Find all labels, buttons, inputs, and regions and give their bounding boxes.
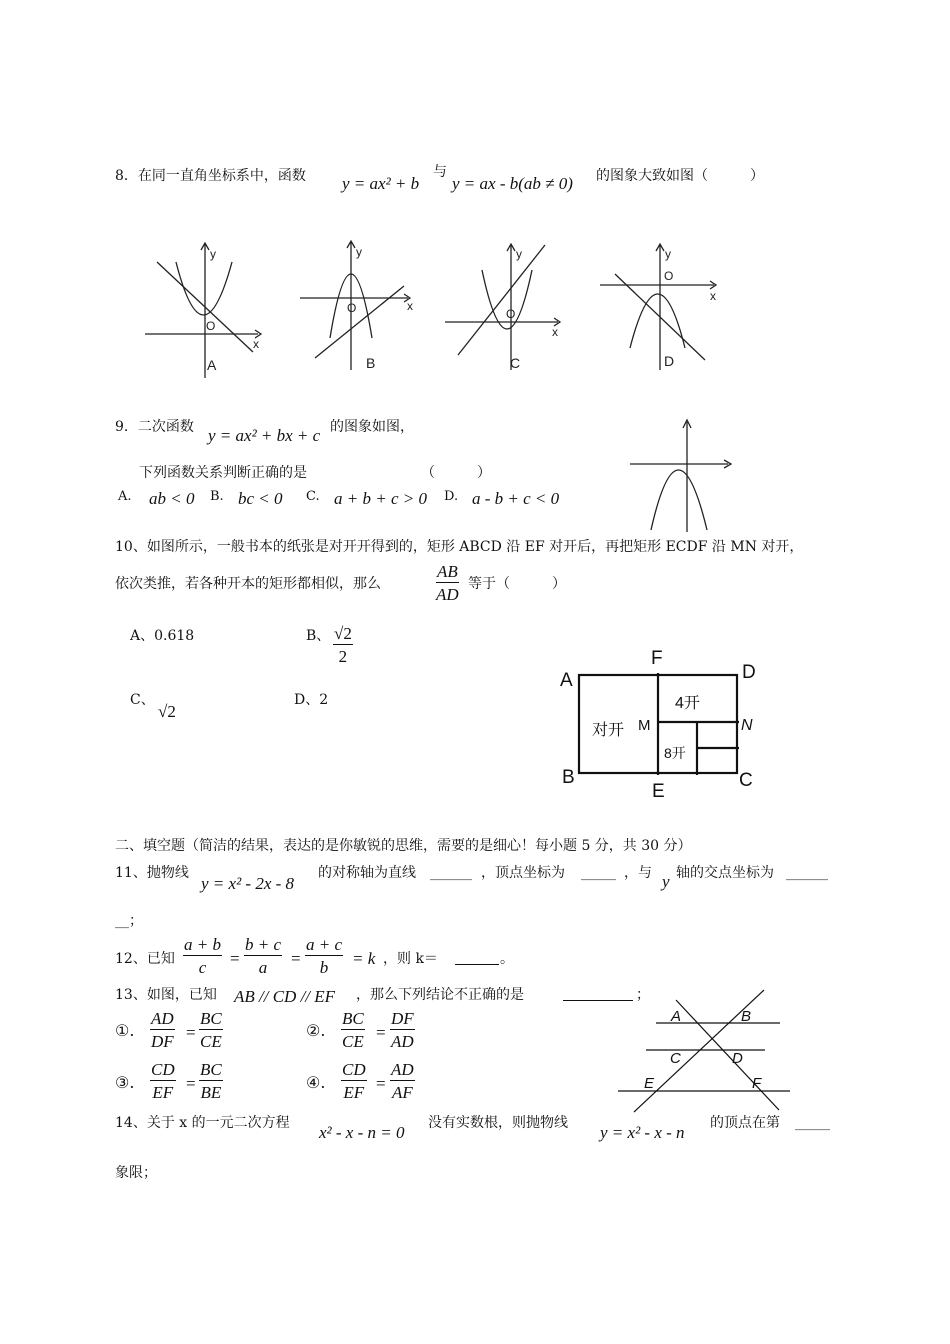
q13-option-2-left-den: CE <box>342 1032 364 1051</box>
q13-end: ； <box>636 987 650 1003</box>
q10-line2-prefix: 依次类推，若各种开本的矩形都相似，那么 <box>115 576 381 592</box>
q13-option-2-left-num: BC <box>342 1009 364 1028</box>
q13-option-3-equals: = <box>186 1074 196 1093</box>
q10-figure-label-a: A <box>560 670 573 691</box>
q12-fraction-1-denominator: c <box>198 958 207 977</box>
q10-figure-quarter-label: 4开 <box>675 695 700 712</box>
q14-line-2: 象限； <box>115 1165 157 1181</box>
q10-figure-label-e: E <box>652 781 665 802</box>
q13-option-2-equals: = <box>376 1023 386 1042</box>
q8-graph-d-y-label: y <box>665 247 671 261</box>
q8-graph-d-label: D <box>664 353 675 369</box>
q8-graph-c-x-label: x <box>552 325 558 339</box>
q10-figure-label-d: D <box>742 662 756 683</box>
q13-option-4-equals: = <box>376 1074 386 1093</box>
q10-figure-label-f: F <box>651 648 663 669</box>
q13-parallel-statement: AB // CD // EF <box>234 987 336 1006</box>
q9-option-c: a + b + c > 0 <box>334 489 427 508</box>
q13-option-4-left-num: CD <box>342 1060 366 1079</box>
q11-prefix: 11、抛物线 <box>115 865 189 881</box>
q9-option-d: a - b + c < 0 <box>472 489 560 508</box>
q10-figure-label-n: N <box>741 717 753 734</box>
q9-question: 下列函数关系判断正确的是 <box>139 465 307 481</box>
q14-mid: 没有实数根，则抛物线 <box>428 1115 568 1131</box>
q10-option-c: √2 <box>158 702 176 721</box>
q9-option-a: ab < 0 <box>149 489 195 508</box>
q8-graph-c-origin: O <box>506 307 516 321</box>
q12-equals-1: = <box>230 949 240 968</box>
q13-option-2-label: ②. <box>306 1021 326 1040</box>
q8-function-1: y = ax² + b <box>342 174 420 193</box>
q13-option-1-equals: = <box>186 1023 196 1042</box>
q10-option-b-label: B、 <box>306 628 331 644</box>
q13-option-3-label: ③. <box>115 1073 135 1092</box>
q13-suffix: ，那么下列结论不正确的是 <box>356 987 524 1003</box>
q8-graph-c-label: C <box>510 355 521 371</box>
q8-connector: 与 <box>433 164 447 180</box>
q10-line1: 10、如图所示，一般书本的纸张是对开开得到的，矩形 ABCD 沿 EF 对开后，再把矩形 ECDF 沿 MN 对开， <box>115 539 804 555</box>
q14-blank: _____ <box>795 1115 830 1131</box>
q13-option-4-left-den: EF <box>343 1083 365 1102</box>
q8-function-2: y = ax - b(ab ≠ 0) <box>452 174 573 193</box>
q8-graph-b-label: B <box>366 355 376 371</box>
q12-fraction-1-numerator: a + b <box>184 935 221 954</box>
q8-prefix: 8．在同一直角坐标系中，函数 <box>115 168 306 184</box>
q13-figure-label-c: C <box>670 1050 681 1067</box>
q13-option-1-label: ①. <box>115 1021 135 1040</box>
q11-line-2: __； <box>115 913 143 929</box>
q10-figure-label-b: B <box>562 767 575 788</box>
q8-graph-b-y-label: y <box>356 245 362 259</box>
q9-prefix: 9．二次函数 <box>115 419 194 435</box>
q11-blank-3: ______ <box>786 865 828 881</box>
q10-figure-eighth-label: 8开 <box>664 745 686 761</box>
q8-graph-a-label: A <box>207 357 217 373</box>
q8-graph-b-x-label: x <box>407 299 413 313</box>
q10-option-c-label: C、 <box>130 692 155 708</box>
q10-option-d: D、2 <box>294 692 329 708</box>
q10-option-b-numerator: √2 <box>334 624 352 643</box>
q10-figure-label-m: M <box>638 717 651 734</box>
q9-option-b: bc < 0 <box>238 489 283 508</box>
q13-figure-label-d: D <box>732 1050 743 1067</box>
q13-option-2-right-num: DF <box>391 1009 414 1028</box>
q13-option-3-right-den: BE <box>200 1083 222 1102</box>
q14-suffix: 的顶点在第 <box>710 1115 780 1131</box>
q8-graph-c-y-label: y <box>516 247 522 261</box>
q14-function: y = x² - x - n <box>600 1123 685 1142</box>
q10-ratio-numerator: AB <box>437 562 458 581</box>
q10-figure-half-label: 对开 <box>592 722 625 739</box>
q8-graph-b-origin: O <box>347 301 357 315</box>
q11-variable-y: y <box>662 872 670 891</box>
q11-blank-2: _____ <box>581 865 616 881</box>
q9-option-a-label: A. <box>118 489 132 504</box>
q11-blank-1: ______ <box>430 865 472 881</box>
q14-equation: x² - x - n = 0 <box>319 1123 405 1142</box>
q13-option-1-left-den: DF <box>151 1032 174 1051</box>
section-2-heading: 二、填空题（简洁的结果，表达的是你敏锐的思维，需要的是细心！每小题 5 分，共 30 分） <box>115 838 692 854</box>
q11-function: y = x² - 2x - 8 <box>201 874 295 893</box>
q11-mid-2: ，顶点坐标为 <box>481 865 565 881</box>
q10-ratio-denominator: AD <box>436 585 459 604</box>
q13-option-4-right-num: AD <box>391 1060 414 1079</box>
q12-fraction-2-denominator: a <box>258 958 268 977</box>
q11-mid-1: 的对称轴为直线 <box>318 865 416 881</box>
q13-option-4-right-den: AF <box>391 1083 413 1102</box>
q12-prefix: 12、已知 <box>115 951 175 967</box>
q13-figure-label-f: F <box>752 1075 762 1092</box>
q9-option-c-label: C. <box>306 489 320 504</box>
q10-option-a: A、0.618 <box>130 628 195 644</box>
q8-graph-a-y-label: y <box>210 247 216 261</box>
q12-suffix: ，则 k＝ <box>383 951 438 967</box>
q12-end: 。 <box>500 951 514 967</box>
q12-fraction-2-numerator: b + c <box>245 935 282 954</box>
q12-tail: = k <box>352 949 376 968</box>
q13-option-1-right-num: BC <box>200 1009 222 1028</box>
q12-fraction-3-numerator: a + c <box>306 935 343 954</box>
q9-option-b-label: B. <box>210 489 224 504</box>
q13-option-3-right-num: BC <box>200 1060 222 1079</box>
q11-mid-4: 轴的交点坐标为 <box>676 865 774 881</box>
q8-graph-a-x-label: x <box>253 337 259 351</box>
q13-option-2-right-den: AD <box>391 1032 414 1051</box>
q13-figure-label-e: E <box>644 1075 655 1092</box>
q13-option-3-left-den: EF <box>152 1083 174 1102</box>
q10-figure-label-c: C <box>739 770 753 791</box>
q8-graph-d-x-label: x <box>710 289 716 303</box>
q13-option-1-right-den: CE <box>200 1032 222 1051</box>
q9-function: y = ax² + bx + c <box>208 426 321 445</box>
q13-option-1-left-num: AD <box>151 1009 174 1028</box>
q8-suffix: 的图象大致如图（ ） <box>596 168 764 184</box>
q11-mid-3: ，与 <box>624 865 652 881</box>
q13-option-3-left-num: CD <box>151 1060 175 1079</box>
q8-graph-a-origin: O <box>206 319 216 333</box>
q10-option-b-denominator: 2 <box>338 647 348 666</box>
q10-line2-suffix: 等于（ ） <box>468 576 566 592</box>
q13-prefix: 13、如图，已知 <box>115 987 217 1003</box>
q9-option-d-label: D. <box>444 489 459 504</box>
q13-option-4-label: ④. <box>306 1073 326 1092</box>
q9-suffix: 的图象如图， <box>330 419 414 435</box>
q9-answer-paren: （ ） <box>421 465 491 481</box>
q13-figure-label-b: B <box>741 1008 752 1025</box>
q13-figure-label-a: A <box>671 1008 682 1025</box>
q8-graph-d-origin: O <box>664 269 674 283</box>
q12-equals-2: = <box>291 949 301 968</box>
q12-fraction-3-denominator: b <box>319 958 329 977</box>
q14-prefix: 14、关于 x 的一元二次方程 <box>115 1115 290 1131</box>
